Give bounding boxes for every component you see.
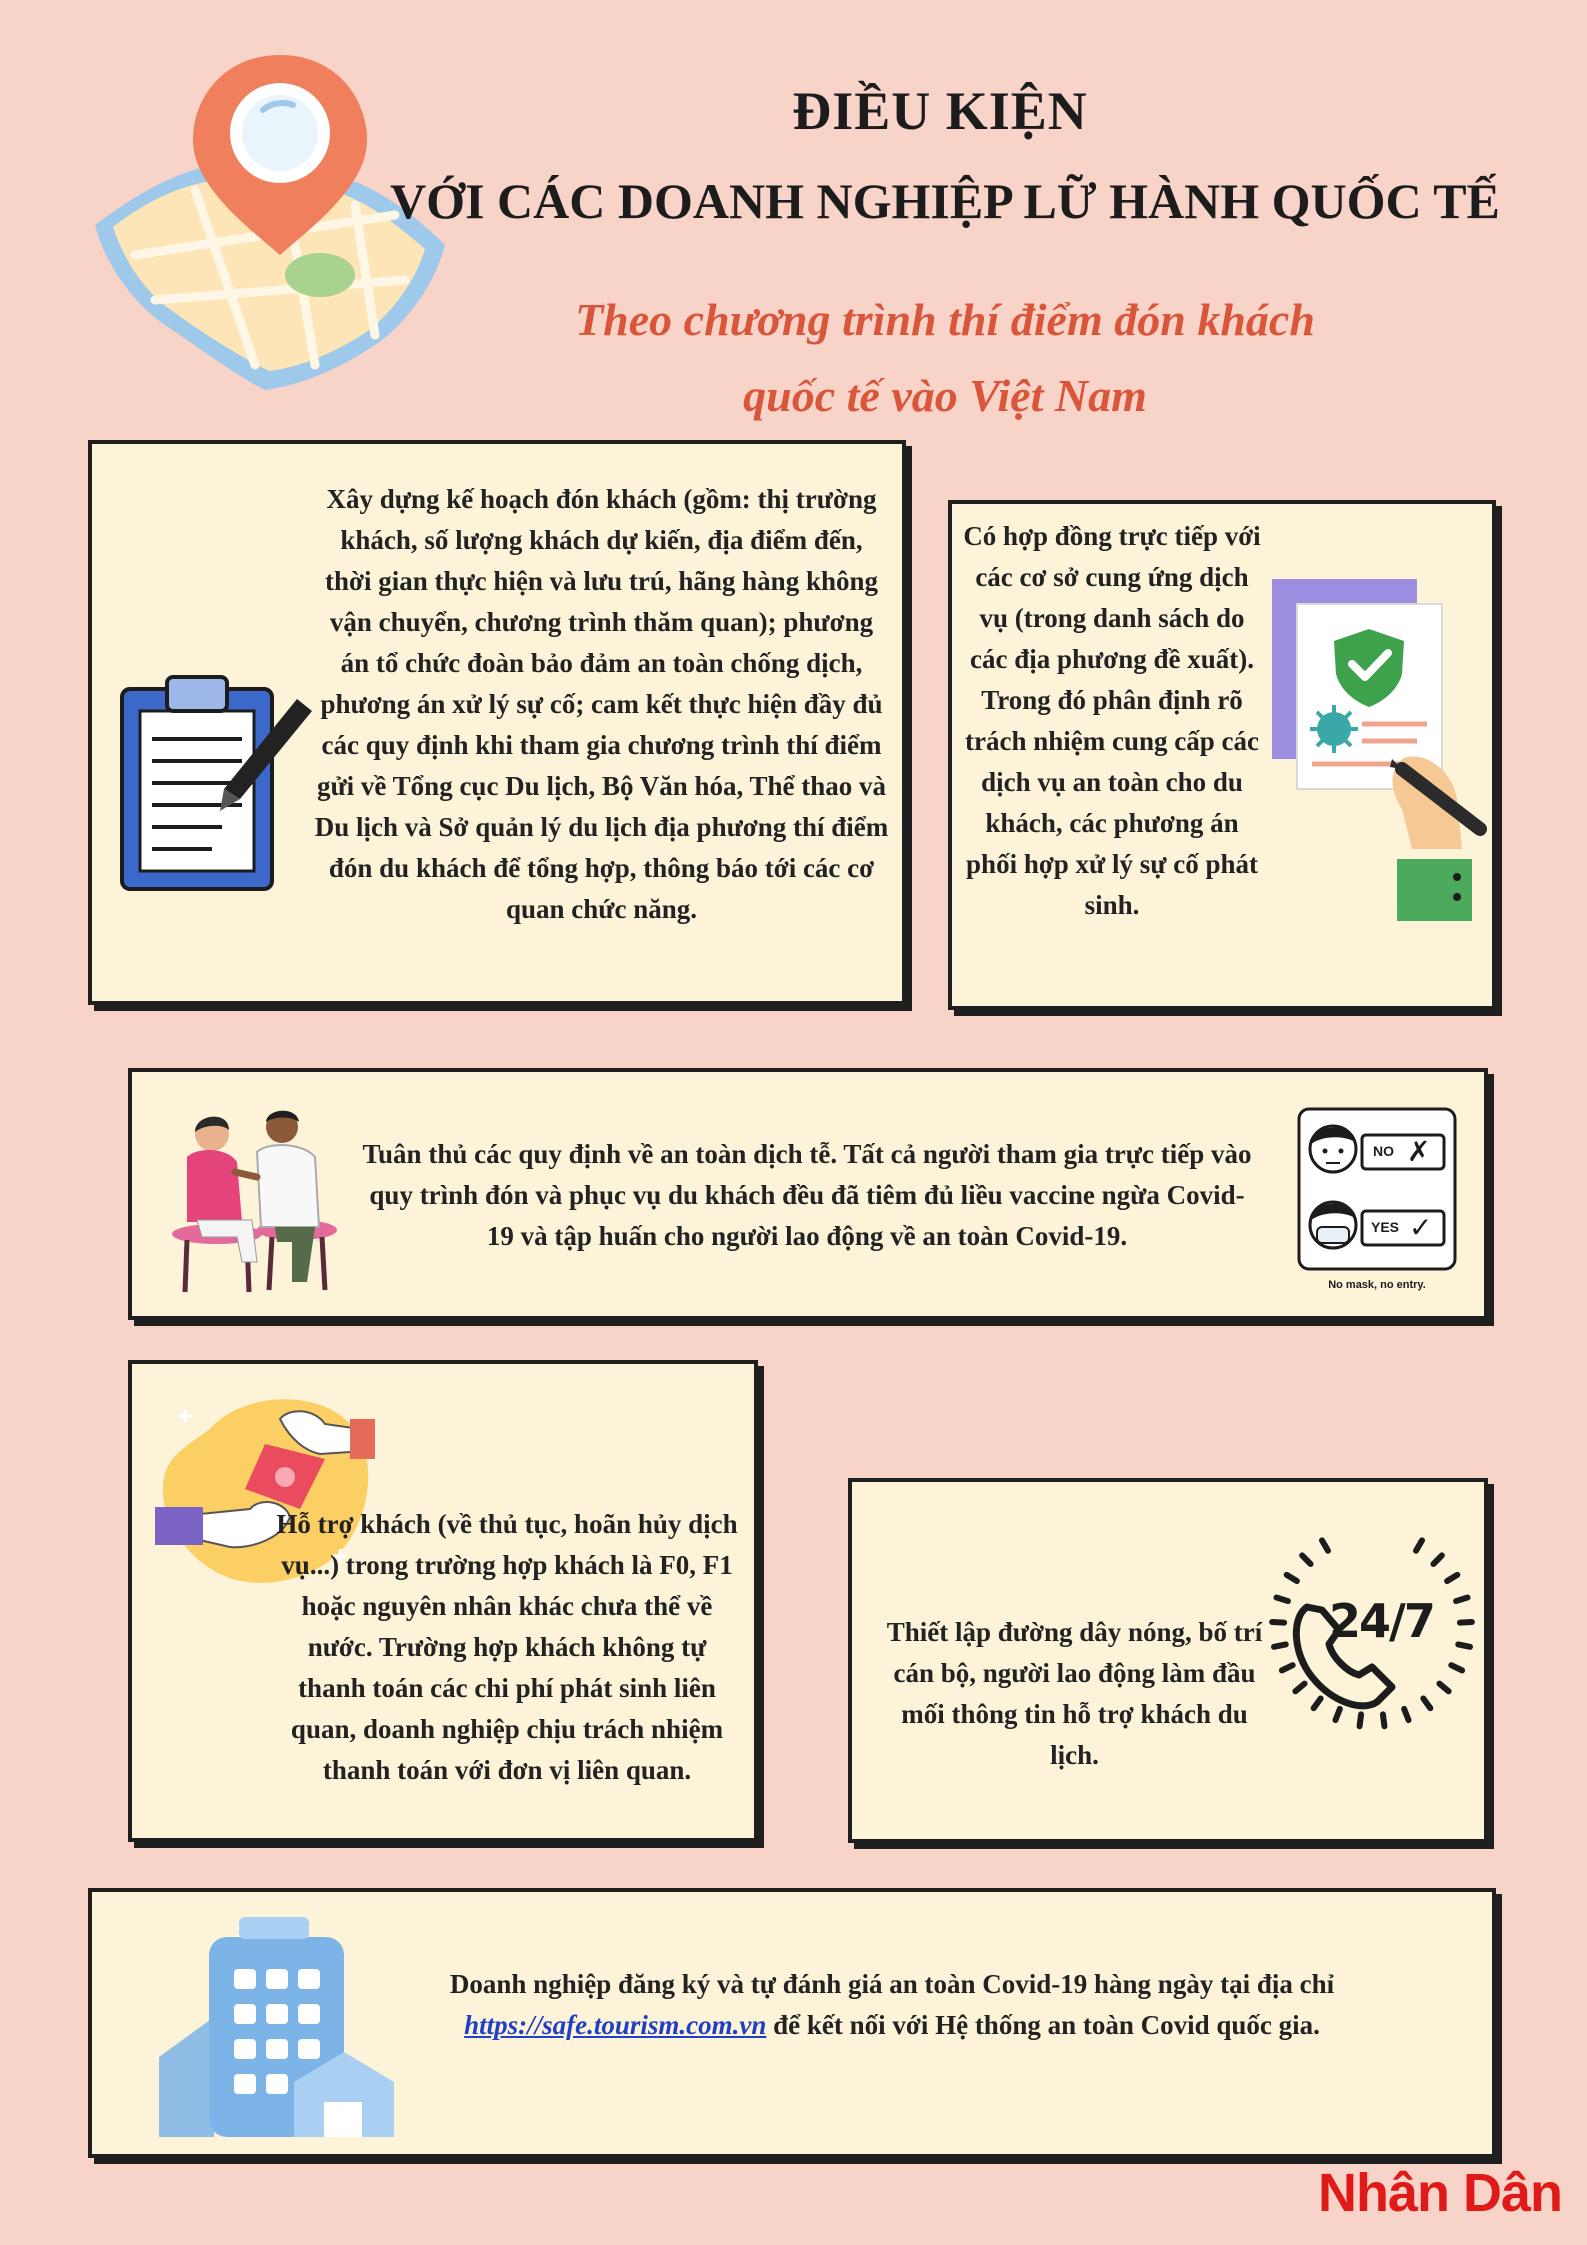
hotline-badge: 24/7	[1329, 1594, 1434, 1648]
mask-sign-frame	[1297, 1107, 1457, 1277]
check-icon: ✓	[1409, 1211, 1433, 1244]
hotline-text: Thiết lập đường dây nóng, bố trí cán bộ, người lao động làm đầu mối thông tin hỗ trợ khách du lịch.	[886, 1617, 1263, 1770]
clock-tick	[1272, 1622, 1284, 1623]
mask-caption: No mask, no entry.	[1328, 1279, 1426, 1291]
safety-card	[128, 1068, 1488, 1320]
contract-text: Có hợp đồng trực tiếp với các cơ sở cung ứng dịch vụ (trong danh sách do các địa phương đề xuất). Trong đó phân định rõ trách nhiệm cung cấp các dịch vụ an toàn cho du khách, các phương án phối hợp xử lý sự cố phát sinh.	[963, 521, 1261, 920]
clock-tick	[1295, 1684, 1304, 1692]
clock-tick	[1456, 1598, 1467, 1602]
clock-tick	[1447, 1575, 1457, 1581]
clock-tick	[1287, 1575, 1297, 1581]
hotline-24-7-icon	[1267, 1522, 1477, 1732]
nhan-dan-logo: Nhân Dân	[1318, 2163, 1563, 2223]
page-title-line-2: VỚI CÁC DOANH NGHIỆP LỮ HÀNH QUỐC TẾ	[390, 173, 1500, 229]
hotline-card	[848, 1478, 1488, 1843]
plan-text: Xây dựng kế hoạch đón khách (gồm: thị trường khách, số lượng khách dự kiến, địa điểm đến, thời gian thực hiện và lưu trú, hãng hàng không vận chuyển, chương trình thăm quan); phương án tổ chức đoàn bảo đảm an toàn chống dịch, phương án xử lý sự cố; cam kết thực hiện đầy đủ các quy định khi tham gia chương trình thí điểm gửi về Tổng cục Du lịch, Bộ Văn hóa, Thể thao và Du lịch và Sở quản lý du lịch địa phương thí điểm đón du khách để tổng hợp, thông báo tới các cơ quan chức năng.	[314, 484, 889, 924]
safety-text: Tuân thủ các quy định về an toàn dịch tễ. Tất cả người tham gia trực tiếp vào quy trình đón và phục vụ du khách đều đã tiêm đủ liều vaccine ngừa Covid-19 và tập huấn cho người lao động về an toàn Covid-19.	[362, 1139, 1252, 1251]
cross-icon: ✗	[1407, 1135, 1431, 1168]
clock-tick	[1423, 1698, 1430, 1708]
clock-tick	[1404, 1709, 1408, 1720]
support-text: Hỗ trợ khách (về thủ tục, hoãn hủy dịch vụ...) trong trường hợp khách là F0, F1 hoặc nguyên nhân khác chưa thể về nước. Trường hợp khách không tự thanh toán các chi phí phát sinh liên quan, doanh nghiệp chịu trách nhiệm thanh toán với đơn vị liên quan.	[276, 1509, 738, 1785]
support-card	[128, 1360, 758, 1842]
clock-tick	[1383, 1714, 1384, 1726]
clock-tick	[1360, 1714, 1361, 1726]
clock-tick	[1335, 1709, 1339, 1720]
safe-tourism-link[interactable]: https://safe.tourism.com.vn	[464, 2010, 767, 2040]
clock-tick	[1274, 1644, 1286, 1646]
mask-sign	[1297, 1107, 1457, 1307]
clock-tick	[1314, 1698, 1321, 1708]
plan-card	[88, 440, 906, 1005]
register-text-before: Doanh nghiệp đăng ký và tự đánh giá an toàn Covid-19 hàng ngày tại địa chỉ	[449, 1969, 1335, 1999]
clock-tick	[1451, 1665, 1462, 1670]
clock-tick	[1433, 1555, 1441, 1564]
register-text-after: để kết nối với Hệ thống an toàn Covid quốc gia.	[766, 2010, 1320, 2040]
register-text	[422, 1964, 1362, 2046]
clock-tick	[1416, 1540, 1422, 1550]
vaccination-illustration	[157, 1102, 347, 1302]
building-icon	[154, 1907, 404, 2147]
clock-tick	[1458, 1644, 1470, 1646]
register-card	[88, 1888, 1496, 2158]
clipboard-icon	[112, 669, 322, 899]
clock-tick	[1439, 1684, 1448, 1692]
certificate-icon	[1252, 559, 1492, 949]
page-title-line-1: ĐIỀU KIỆN	[792, 81, 1088, 141]
subtitle-line-1: Theo chương trình thí điểm đón khách	[575, 294, 1315, 345]
clock-tick	[1276, 1598, 1287, 1602]
mask-yes-label: YES	[1371, 1219, 1400, 1235]
clock-tick	[1302, 1555, 1310, 1564]
page-subtitle	[470, 282, 1420, 434]
subtitle-line-2: quốc tế vào Việt Nam	[743, 370, 1147, 421]
clock-tick	[1460, 1622, 1472, 1623]
contract-card	[948, 500, 1496, 1010]
mask-no-label: NO	[1373, 1143, 1394, 1159]
clock-tick	[1322, 1540, 1328, 1550]
clock-tick	[1282, 1665, 1293, 1670]
